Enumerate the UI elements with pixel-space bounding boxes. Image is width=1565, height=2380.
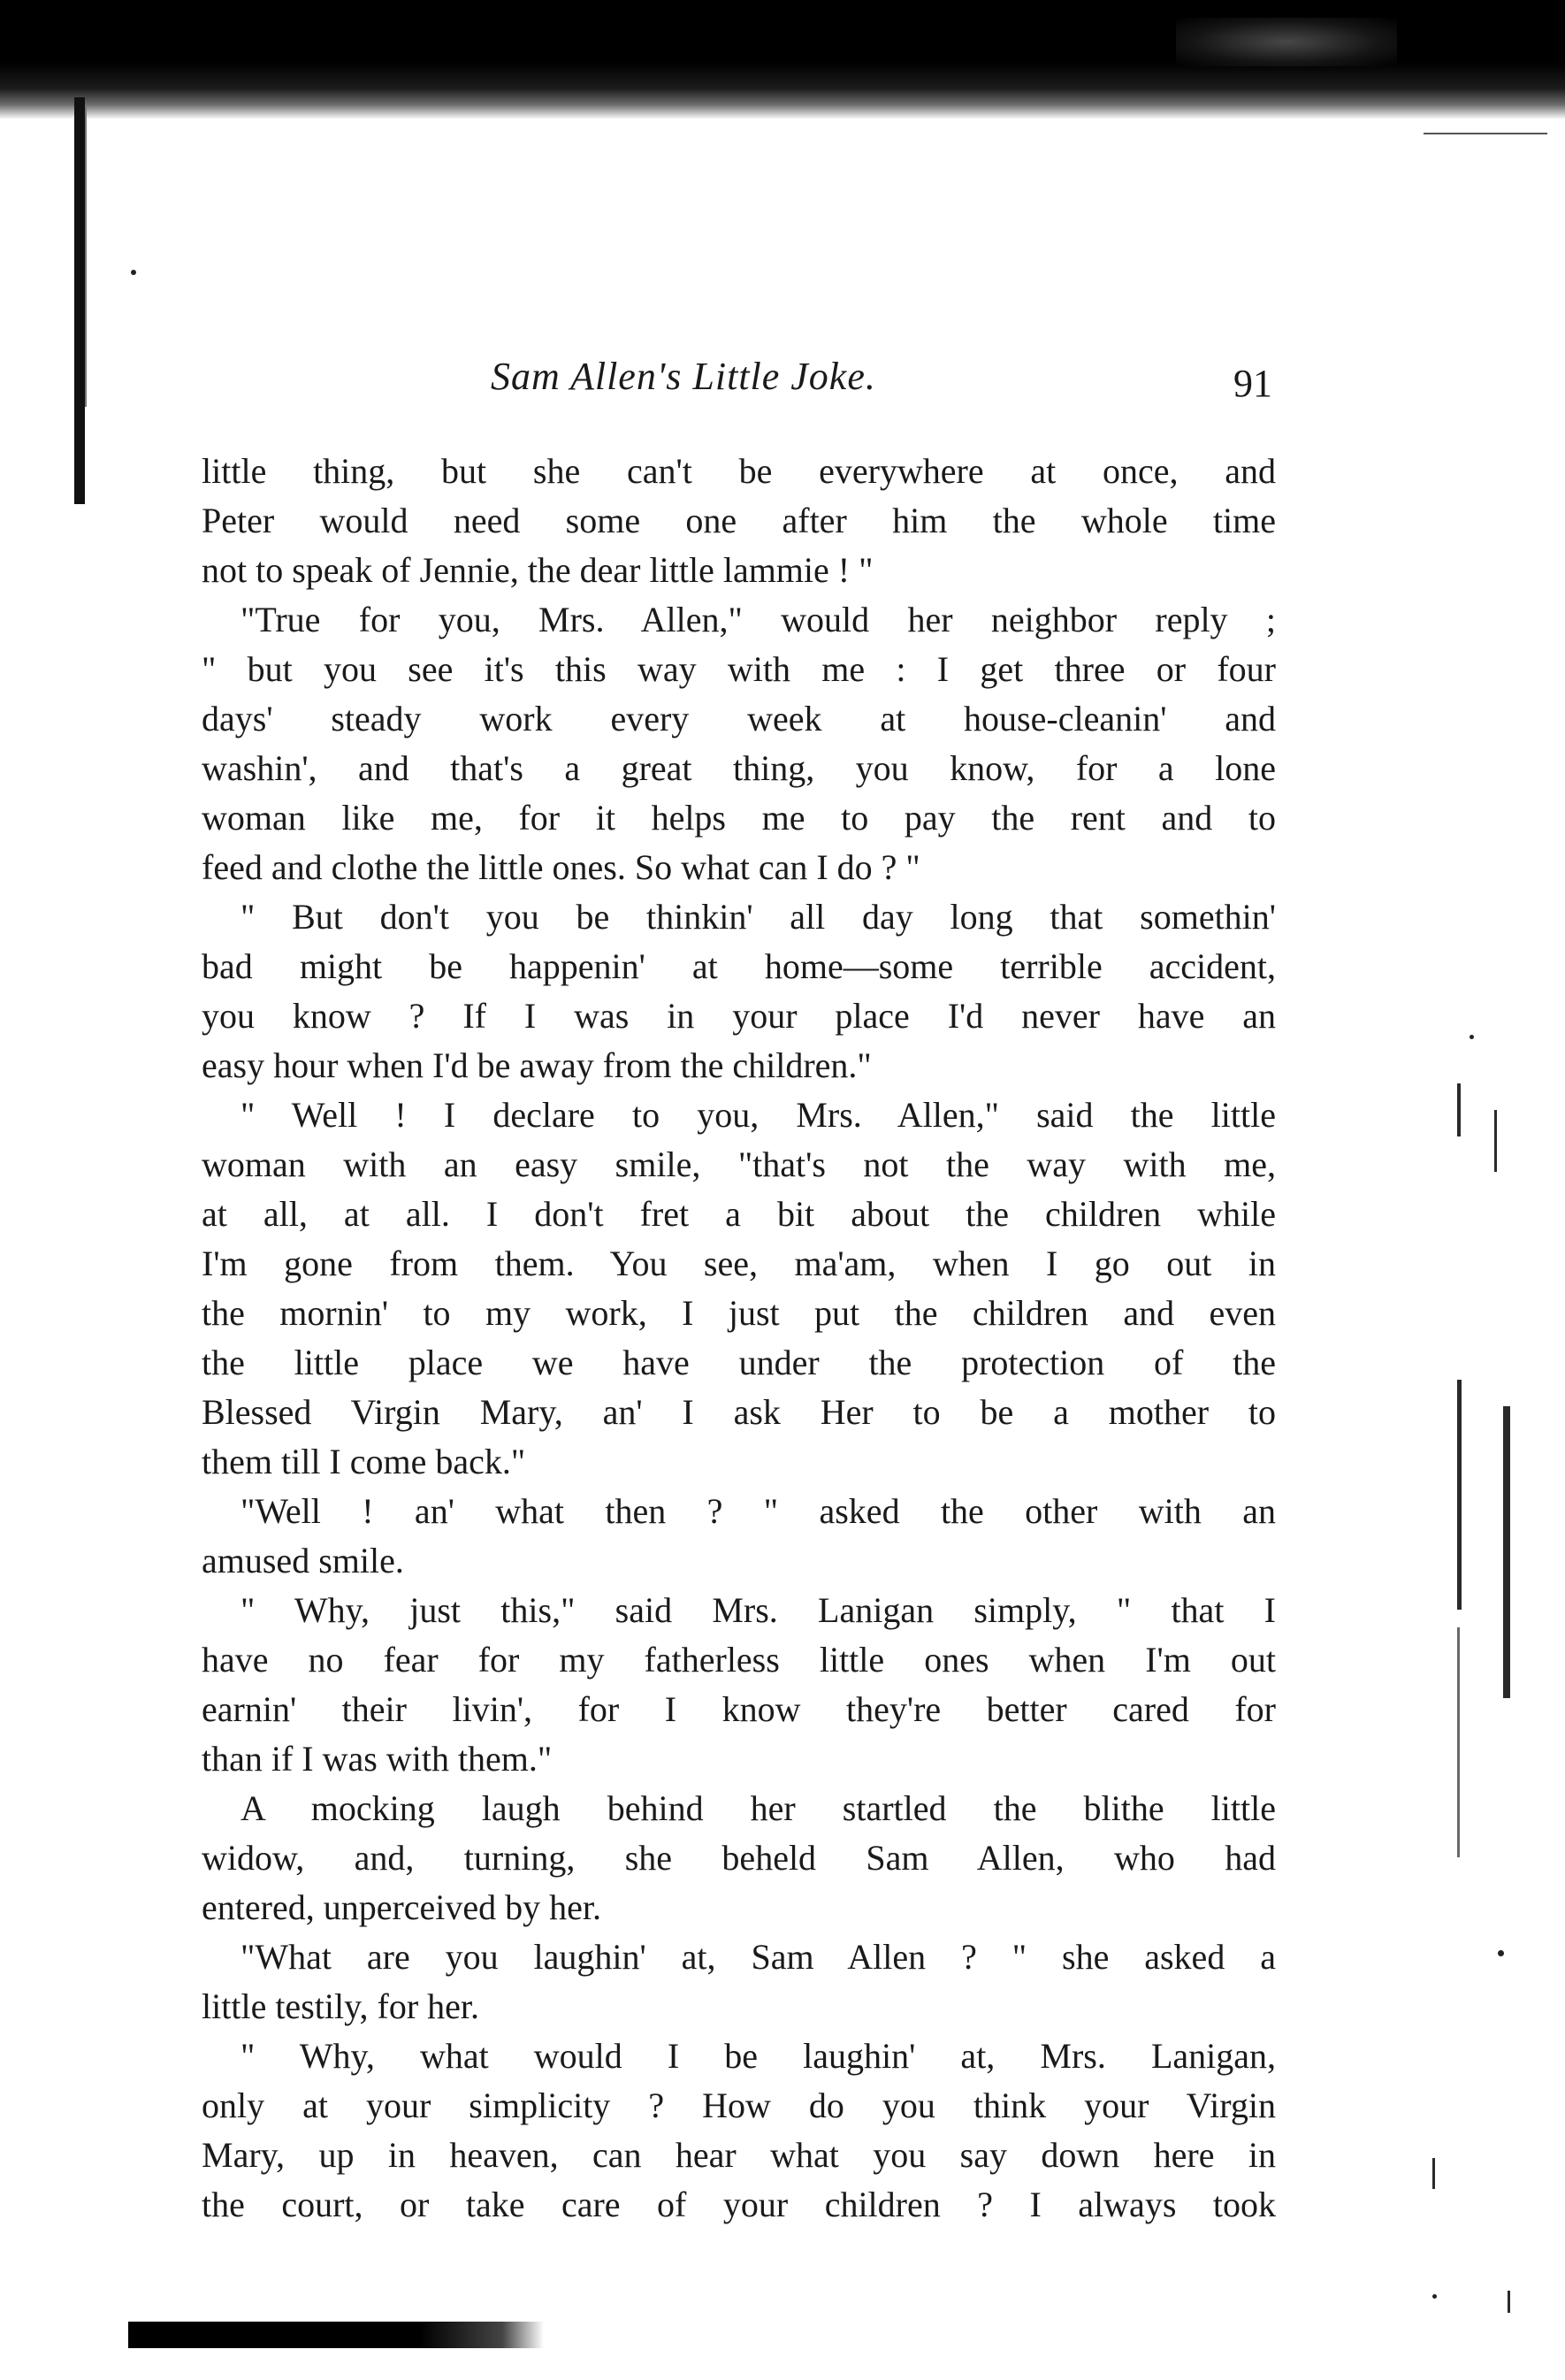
text-line: the court, or take care of your children ? I always took — [202, 2185, 1276, 2224]
text-line: " but you see it's this way with me : I get three or four — [202, 649, 1276, 689]
text-line: widow, and, turning, she beheld Sam Allen, who had — [202, 1838, 1276, 1878]
text-line: " Why, just this," said Mrs. Lanigan simply, " that I — [240, 1590, 1276, 1630]
text-line: have no fear for my fatherless little ones when I'm out — [202, 1640, 1276, 1680]
text-line: Mary, up in heaven, can hear what you say down here in — [202, 2135, 1276, 2175]
scan-top-right-line — [1424, 133, 1547, 134]
text-line: amused smile. — [202, 1541, 404, 1580]
text-line: " Well ! I declare to you, Mrs. Allen," said the little — [240, 1095, 1276, 1135]
text-line: washin', and that's a great thing, you know, for a lone — [202, 748, 1276, 788]
text-line: the little place we have under the protection of the — [202, 1343, 1276, 1382]
text-line: bad might be happenin' at home—some terrible accident, — [202, 946, 1276, 986]
text-line: A mocking laugh behind her startled the blithe little — [240, 1788, 1276, 1828]
text-line: "What are you laughin' at, Sam Allen ? " she asked a — [240, 1937, 1276, 1977]
text-line: only at your simplicity ? How do you think your Virgin — [202, 2085, 1276, 2125]
running-head: Sam Allen's Little Joke. — [491, 355, 876, 398]
text-line: you know ? If I was in your place I'd never have an — [202, 996, 1276, 1036]
scan-right-edge-mark — [1508, 2291, 1510, 2313]
text-line: " But don't you be thinkin' all day long that somethin' — [240, 897, 1276, 937]
text-line: the mornin' to my work, I just put the children and even — [202, 1293, 1276, 1333]
text-line: earnin' their livin', for I know they're better cared for — [202, 1689, 1276, 1729]
scan-right-edge-mark — [1503, 1406, 1510, 1698]
text-line: woman like me, for it helps me to pay the rent and to — [202, 798, 1276, 838]
scan-right-edge-mark — [1457, 1380, 1462, 1610]
text-line: woman with an easy smile, "that's not the way with me, — [202, 1144, 1276, 1184]
text-line: not to speak of Jennie, the dear little lammie ! " — [202, 550, 874, 590]
text-line: little testily, for her. — [202, 1986, 480, 2026]
page-number: 91 — [1233, 362, 1272, 405]
scan-speck — [1470, 1035, 1474, 1039]
text-line: days' steady work every week at house-cleanin' and — [202, 699, 1276, 738]
scan-left-binding-shadow — [85, 106, 87, 407]
text-line: them till I come back." — [202, 1442, 526, 1481]
scan-bottom-bar — [128, 2322, 544, 2348]
scan-right-edge-mark — [1432, 2158, 1435, 2189]
text-line: at all, at all. I don't fret a bit about the children while — [202, 1194, 1276, 1234]
text-line: Peter would need some one after him the whole time — [202, 501, 1276, 540]
scan-top-smudge — [1176, 18, 1397, 66]
scan-speck — [131, 270, 136, 275]
scan-right-edge-mark — [1494, 1110, 1497, 1172]
body-text — [202, 447, 1276, 2230]
text-line: " Why, what would I be laughin' at, Mrs. Lanigan, — [240, 2036, 1276, 2076]
text-line: easy hour when I'd be away from the children." — [202, 1045, 872, 1085]
text-line: "True for you, Mrs. Allen," would her neighbor reply ; — [240, 600, 1276, 639]
text-line: Blessed Virgin Mary, an' I ask Her to be a mother to — [202, 1392, 1276, 1432]
scan-speck — [1498, 1950, 1504, 1956]
text-line: "Well ! an' what then ? " asked the other with an — [240, 1491, 1276, 1531]
text-line: feed and clothe the little ones. So what can I do ? " — [202, 847, 920, 887]
scan-speck — [1432, 2294, 1437, 2299]
text-line: entered, unperceived by her. — [202, 1887, 602, 1927]
text-line: than if I was with them." — [202, 1739, 553, 1779]
scan-right-edge-mark — [1457, 1083, 1461, 1136]
text-line: little thing, but she can't be everywhere at once, and — [202, 451, 1276, 491]
text-line: I'm gone from them. You see, ma'am, when I go out in — [202, 1244, 1276, 1283]
scan-left-binding-edge — [74, 97, 85, 504]
scan-right-edge-mark — [1457, 1627, 1460, 1857]
